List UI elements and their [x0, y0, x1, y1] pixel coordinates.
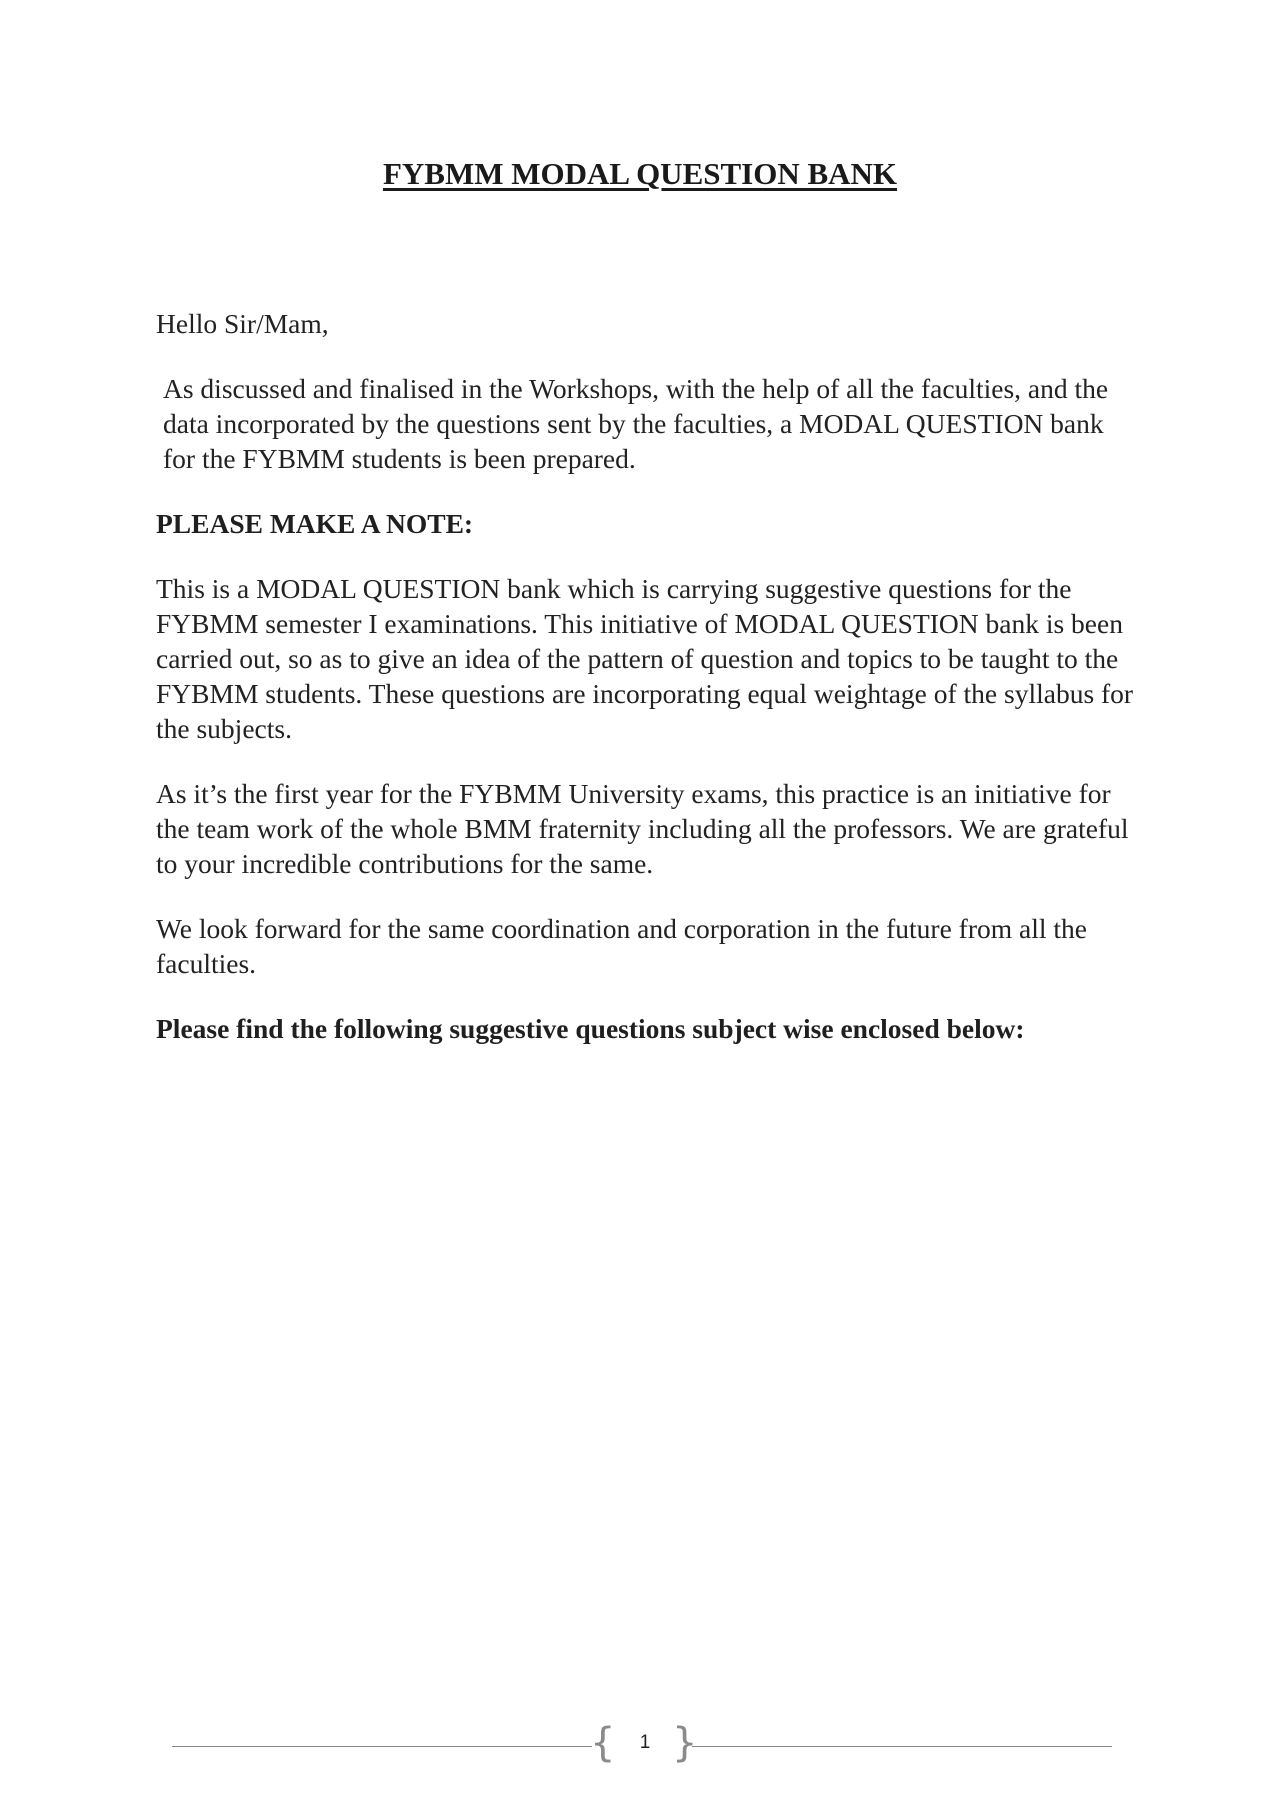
paragraph-look-forward: We look forward for the same coordination and corporation in the future from all the faculties. — [156, 913, 1087, 979]
footer-open-brace: { — [590, 1720, 616, 1766]
document-title: FYBMM MODAL QUESTION BANK — [382, 156, 898, 191]
paragraph-intro: As discussed and finalised in the Workshops, with the help of all the faculties, and the data incorporated by the questions sent by the faculties, a MODAL QUESTION bank for the FYBMM students is been prepared. — [163, 373, 1109, 474]
paragraph-note: This is a MODAL QUESTION bank which is carrying suggestive questions for the FYBMM semester I examinations. This initiative of MODAL QUESTION bank is been carried out, so as to give an idea of the pattern of question and topics to be taught to the FYBMM students. These questions are incorporating equal weightage of the syllabus for the subjects. — [156, 573, 1134, 744]
note-heading: PLEASE MAKE A NOTE: — [156, 508, 474, 539]
page-number: 1 — [639, 1732, 651, 1753]
document-body — [156, 306, 1136, 1076]
closing-line: Please find the following suggestive questions subject wise enclosed below: — [156, 1013, 1025, 1044]
page-footer — [172, 1720, 1112, 1770]
greeting: Hello Sir/Mam, — [156, 308, 329, 339]
footer-rule-right — [692, 1746, 1112, 1747]
footer-close-brace: } — [672, 1720, 698, 1766]
paragraph-first-year: As it’s the first year for the FYBMM University exams, this practice is an initiative for the team work of the whole BMM fraternity including all the professors. We are grateful to your incredible contributions for the same. — [156, 778, 1129, 879]
footer-rule-left — [172, 1746, 592, 1747]
